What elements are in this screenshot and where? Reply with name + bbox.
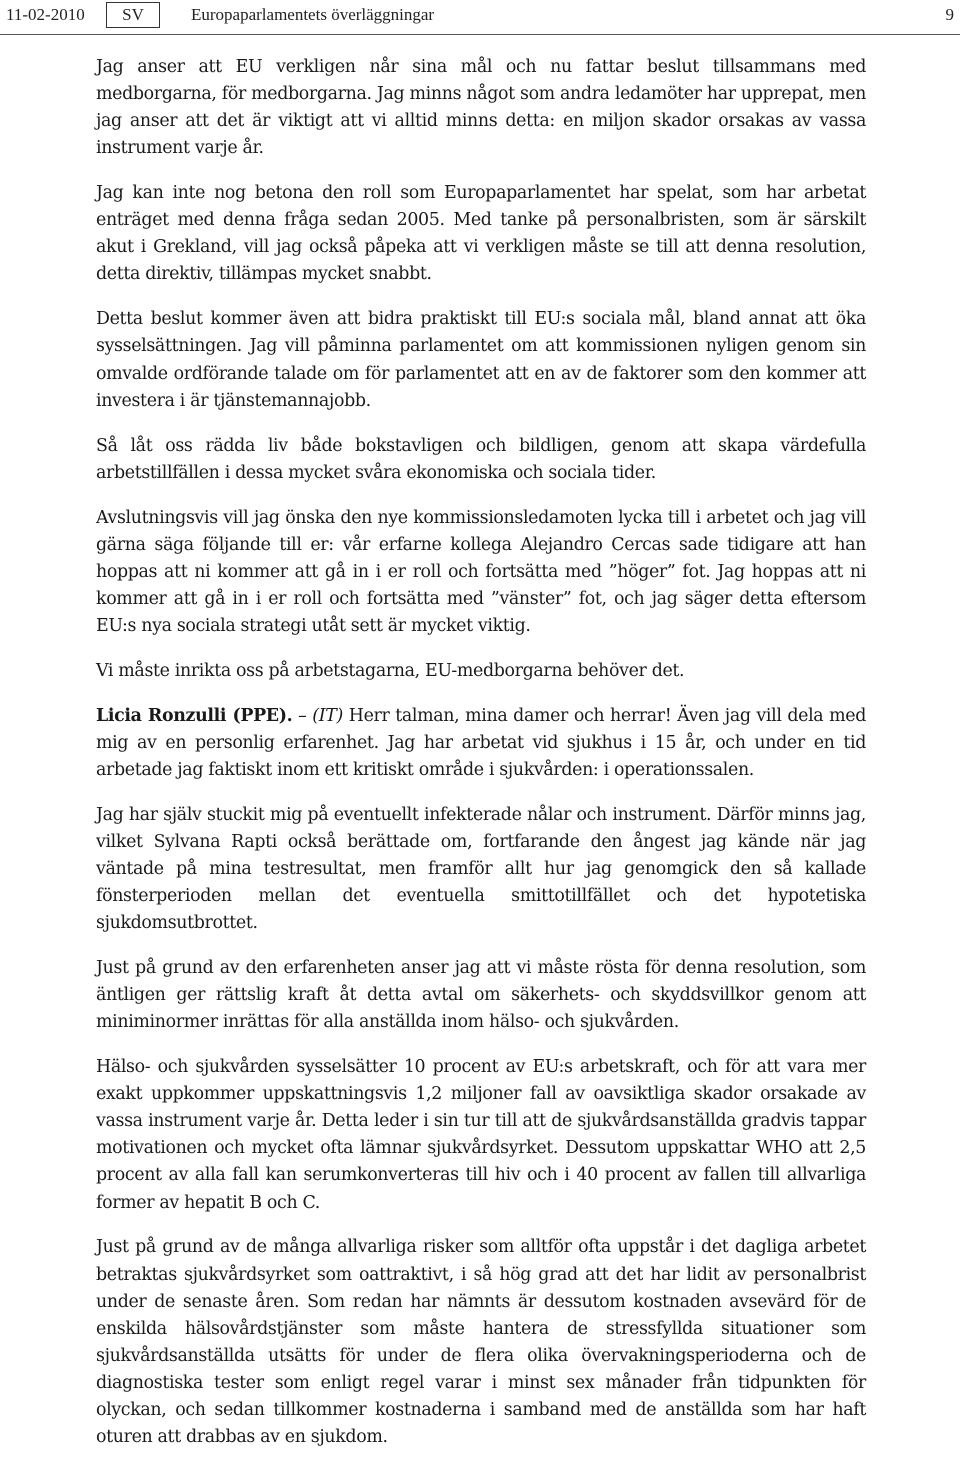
speaker-name: Licia Ronzulli (PPE). [96,705,293,726]
document-body [96,54,866,1469]
paragraph: Jag anser att EU verkligen når sina mål och nu fattar beslut tillsammans med medborgarna, för medborgarna. Jag minns något som andra ledamöter har upprepat, men jag anser att det är viktigt att vi alltid minns detta: en miljon skador orsakas av vassa instrument varje år. [96,57,866,159]
language-box: SV [106,2,160,28]
paragraph: Jag kan inte nog betona den roll som Europaparlamentet har spelat, som har arbetat enträget med denna fråga sedan 2005. Med tanke på personalbristen, som är särskilt akut i Grekland, vill jag också påpeka att vi verkligen måste se till att denna resolution, detta direktiv, tillämpas mycket snabbt. [96,183,866,285]
paragraph: Hälso- och sjukvården sysselsätter 10 procent av EU:s arbetskraft, och för att vara mer exakt uppkommer uppskattningsvis 1,2 miljoner fall av oavsiktliga skador orsakade av vassa instrument varje år. Detta leder i sin tur till att de sjukvårdsanställda gradvis tappar motivationen och mycket ofta lämnar sjukvårdsyrket. Dessutom uppskattar WHO att 2,5 procent av alla fall kan serumkonverteras till hiv och i 40 procent av fallen till allvarliga former av hepatit B och C. [96,1057,866,1213]
page-header [0,0,960,35]
paragraph: Jag har själv stuckit mig på eventuellt infekterade nålar och instrument. Därför minns jag, vilket Sylvana Rapti också berättade om, fortfarande den ångest jag kände när jag väntade på mina testresultat, men framför allt hur jag genomgick den så kallade fönsterperioden mellan det eventuella smittotillfället och det hypotetiska sjukdomsutbrottet. [96,804,866,934]
paragraph: Just på grund av den erfarenheten anser jag att vi måste rösta för denna resolution, som äntligen ger rättslig kraft åt detta avtal om säkerhets- och skyddsvillkor genom att miniminormer inrättas för alla anställda inom hälso- och sjukvården. [96,958,866,1033]
header-title: Europaparlamentets överläggningar [191,5,435,24]
page-number: 9 [945,5,954,24]
speech-opening: Herr talman, mina damer och herrar! Även jag vill dela med mig av en personlig erfarenhet. Jag har arbetat vid sjukhus i 15 år, och under en tid arbetade jag faktiskt inom ett kritiskt område i sjukvården: i operationssalen. [96,705,867,780]
paragraph: Vi måste inrikta oss på arbetstagarna, EU-medborgarna behöver det. [96,660,685,681]
speech-dash: – [292,705,313,726]
paragraph: Avslutningsvis vill jag önska den nye kommissionsledamoten lycka till i arbetet och jag vill gärna säga följande till er: vår erfarne kollega Alejandro Cercas sade tidigare att han hoppas att ni kommer att gå in i er roll och fortsätta med ”höger” fot. Jag hoppas att ni kommer att gå in i er roll och fortsätta med ”vänster” fot, och jag säger detta eftersom EU:s nya sociala strategi utåt sett är mycket viktig. [96,507,866,636]
paragraph: Detta beslut kommer även att bidra praktiskt till EU:s sociala mål, bland annat att öka sysselsättningen. Jag vill påminna parlamentet om att kommissionen nyligen genom sin omvalde ordförande talade om för parlamentet att en av de faktorer som den kommer att investera i är tjänstemannajobb. [96,309,866,411]
paragraph: Just på grund av de många allvarliga risker som alltför ofta uppstår i det dagliga arbetet betraktas sjukvårdsyrket som oattraktivt, i så hög grad att det har lidit av personalbrist under de senaste åren. Som redan har nämnts är dessutom kostnaden avsevärd för de enskilda hälsovårdstjänster som måste hantera de stressfyllda situationer som sjukvårdsanställda utsätts för under de flera olika övervakningsperioderna och de diagnostiska tester som enligt regel varar i minst sex månader från tidpunkten för olyckan, och sedan tillkommer kostnaderna i samband med de anställda som har haft oturen att drabbas av en sjukdom. [96,1237,866,1448]
header-date: 11-02-2010 [6,5,85,24]
language-code: (IT) [312,705,343,726]
speech-paragraph [96,703,866,784]
paragraph: Så låt oss rädda liv både bokstavligen och bildligen, genom att skapa värdefulla arbetstillfällen i dessa mycket svåra ekonomiska och sociala tider. [96,435,866,483]
